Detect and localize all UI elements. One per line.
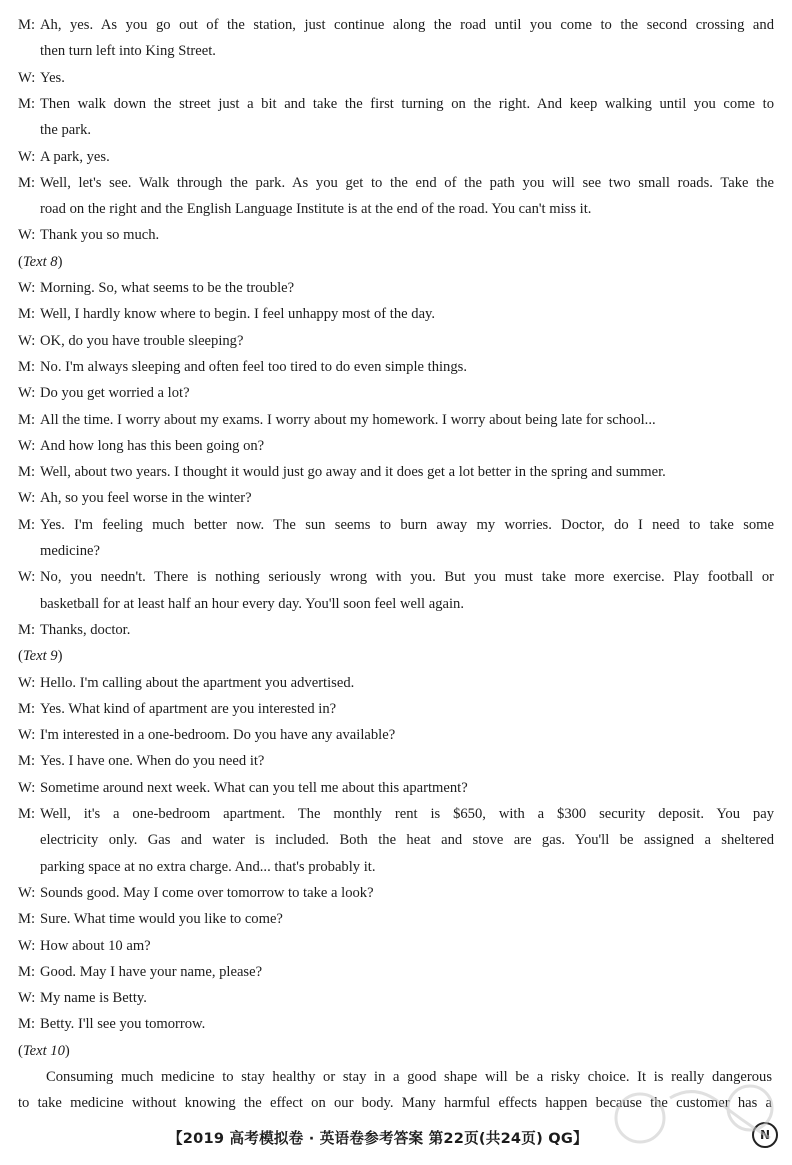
speaker-tag: M:	[18, 516, 36, 533]
label-close-paren: )	[64, 1042, 70, 1059]
speaker-tag: W:	[18, 569, 36, 586]
speaker-tag: M:	[18, 621, 36, 638]
section-label-text: Text 10	[22, 1042, 65, 1059]
speaker-tag: M:	[18, 753, 36, 770]
dialogue-text: Ah, yes. As you go out of the station, just continue along the road until you come to the second crossing and	[40, 17, 774, 33]
dialogue-text: Yes. I'm feeling much better now. The sun seems to burn away my worries. Doctor, do I need to take some	[40, 516, 774, 533]
dialogue-text: All the time. I worry about my exams. I worry about my homework. I worry about being late for school...	[40, 411, 656, 428]
dialogue-text: Sounds good. May I come over tomorrow to take a look?	[40, 884, 374, 901]
label-close-paren: )	[57, 253, 63, 270]
label-close-paren: )	[57, 648, 63, 665]
dialogue-text: Do you get worried a lot?	[40, 385, 190, 402]
label-open-paren: (	[18, 1042, 23, 1059]
speaker-tag: W:	[18, 990, 36, 1007]
speaker-tag: W:	[18, 884, 36, 901]
speaker-tag: M:	[18, 700, 36, 717]
dialogue-text: A park, yes.	[40, 148, 110, 165]
section-label	[18, 647, 62, 665]
label-open-paren: (	[18, 253, 23, 270]
dialogue-text: the park.	[40, 122, 92, 139]
dialogue-text: OK, do you have trouble sleeping?	[40, 332, 244, 349]
speaker-tag: M:	[18, 95, 36, 112]
paragraph-line: to take medicine without knowing the effect on our body. Many harmful effects happen because the customer has a	[18, 1095, 772, 1112]
section-label-text: Text 9	[22, 648, 58, 665]
dialogue-text: My name is Betty.	[40, 990, 147, 1007]
speaker-tag: M:	[18, 358, 36, 375]
paragraph-line: Consuming much medicine to stay healthy or stay in a good shape will be a risky choice. It is really dangerous	[46, 1069, 772, 1085]
speaker-tag: W:	[18, 332, 36, 349]
speaker-tag: W:	[18, 280, 36, 296]
dialogue-text: Morning. So, what seems to be the trouble?	[40, 280, 295, 296]
speaker-tag: M:	[18, 174, 36, 191]
speaker-tag: W:	[18, 727, 36, 744]
dialogue-text: then turn left into King Street.	[40, 43, 216, 60]
section-label	[18, 253, 62, 271]
label-open-paren: (	[18, 648, 23, 665]
dialogue-text: And how long has this been going on?	[40, 437, 265, 454]
speaker-tag: W:	[18, 937, 36, 954]
page-badge: N	[752, 1122, 778, 1148]
dialogue-text: Good. May I have your name, please?	[40, 963, 263, 980]
dialogue-text: Hello. I'm calling about the apartment you advertised.	[40, 674, 355, 691]
dialogue-text: Well, let's see. Walk through the park. As you get to the end of the path you will see two small roads. Take the	[40, 174, 774, 191]
dialogue-text: medicine?	[40, 543, 100, 559]
speaker-tag: W:	[18, 148, 36, 165]
speaker-tag: M:	[18, 963, 36, 980]
dialogue-text: Well, I hardly know where to begin. I feel unhappy most of the day.	[40, 306, 436, 323]
dialogue-text: Thanks, doctor.	[40, 621, 131, 638]
section-label-text: Text 8	[22, 253, 58, 270]
speaker-tag: M:	[18, 17, 36, 33]
page-footer: 【2019 高考模拟卷 · 英语卷参考答案 第22页(共24页) QG】	[168, 1130, 588, 1147]
dialogue-text: How about 10 am?	[40, 937, 151, 954]
dialogue-text: Thank you so much.	[40, 227, 160, 244]
speaker-tag: W:	[18, 779, 36, 796]
dialogue-text: Sometime around next week. What can you tell me about this apartment?	[40, 779, 468, 796]
dialogue-text: road on the right and the English Language Institute is at the end of the road. You can't miss it.	[40, 201, 592, 218]
dialogue-text: No. I'm always sleeping and often feel too tired to do even simple things.	[40, 358, 467, 375]
dialogue-text: Sure. What time would you like to come?	[40, 911, 283, 928]
speaker-tag: M:	[18, 1016, 36, 1033]
speaker-tag: W:	[18, 385, 36, 402]
dialogue-text: Yes. What kind of apartment are you interested in?	[40, 700, 337, 717]
dialogue-text: Well, it's a one-bedroom apartment. The monthly rent is $650, with a $300 security deposit. You pay	[40, 806, 774, 822]
dialogue-text: Then walk down the street just a bit and take the first turning on the right. And keep walking until you come to	[40, 95, 774, 112]
section-label	[18, 1042, 70, 1060]
dialogue-text: Ah, so you feel worse in the winter?	[40, 490, 252, 507]
dialogue-text: basketball for at least half an hour every day. You'll soon feel well again.	[40, 595, 464, 612]
speaker-tag: M:	[18, 411, 36, 428]
dialogue-text: Well, about two years. I thought it would just go away and it does get a lot better in the spring and summer.	[40, 464, 666, 481]
dialogue-text: Yes.	[40, 69, 65, 86]
speaker-tag: M:	[18, 306, 36, 323]
speaker-tag: M:	[18, 464, 36, 481]
speaker-tag: W:	[18, 227, 36, 244]
speaker-tag: W:	[18, 69, 36, 86]
dialogue-text: Yes. I have one. When do you need it?	[40, 753, 265, 770]
speaker-tag: M:	[18, 911, 36, 928]
dialogue-text: No, you needn't. There is nothing seriously wrong with you. But you must take more exercise. Play football or	[40, 569, 774, 586]
dialogue-text: Betty. I'll see you tomorrow.	[40, 1016, 206, 1033]
dialogue-text: parking space at no extra charge. And... that's probably it.	[40, 858, 376, 875]
speaker-tag: W:	[18, 490, 36, 507]
dialogue-text: electricity only. Gas and water is included. Both the heat and stove are gas. You'll be assigned a sheltered	[40, 832, 774, 849]
speaker-tag: M:	[18, 806, 36, 822]
dialogue-text: I'm interested in a one-bedroom. Do you have any available?	[40, 727, 396, 744]
speaker-tag: W:	[18, 437, 36, 454]
speaker-tag: W:	[18, 674, 36, 691]
